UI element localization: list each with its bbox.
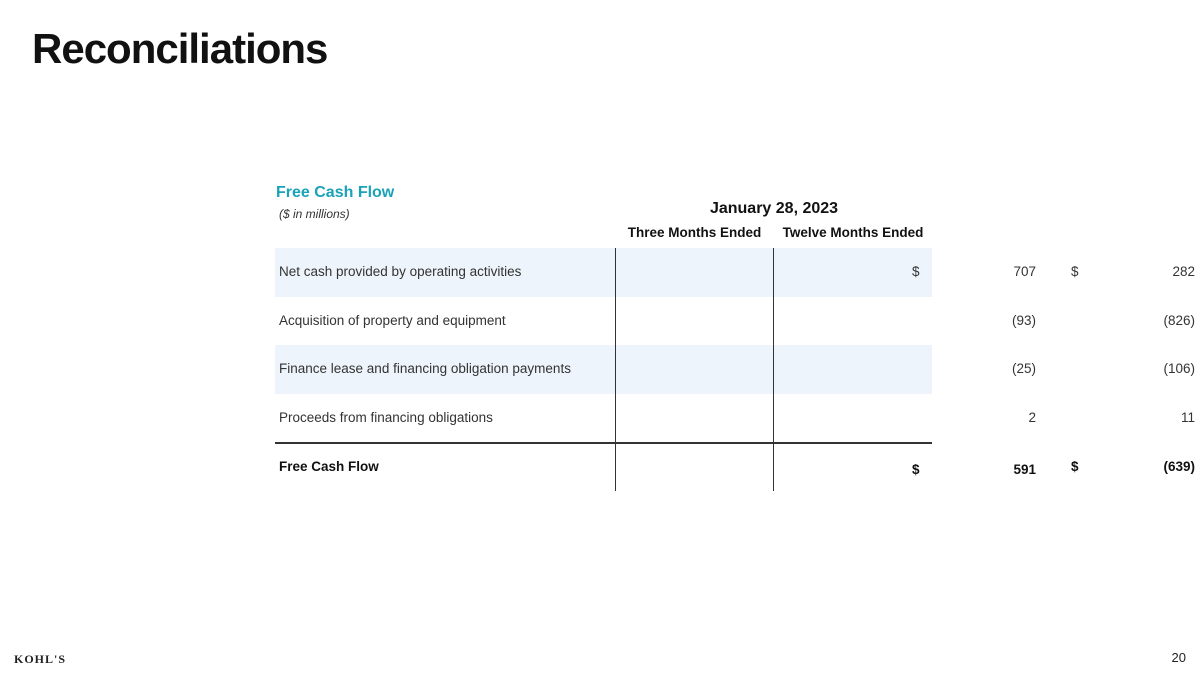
period-header: January 28, 2023 bbox=[709, 200, 839, 217]
three-months-value: 2 bbox=[1028, 409, 1036, 425]
twelve-months-value: 282 bbox=[1172, 264, 1195, 279]
total-label: Free Cash Flow bbox=[279, 459, 379, 474]
three-months-total: 591 bbox=[1013, 462, 1036, 477]
three-months-value: 707 bbox=[1013, 264, 1036, 279]
page-number: 20 bbox=[1171, 650, 1186, 665]
units-note: ($ in millions) bbox=[279, 207, 350, 221]
row-label: Proceeds from financing obligations bbox=[279, 409, 493, 425]
twelve-months-total: (639) bbox=[1163, 459, 1195, 474]
three-months-value: (25) bbox=[1011, 361, 1036, 376]
row-label: Finance lease and financing obligation payments bbox=[279, 361, 571, 376]
table-row bbox=[275, 297, 1195, 346]
currency-symbol: $ bbox=[912, 264, 920, 279]
column-header-twelve-months: Twelve Months Ended bbox=[782, 225, 924, 240]
row-label: Net cash provided by operating activities bbox=[279, 264, 522, 279]
currency-symbol: $ bbox=[1071, 264, 1079, 279]
currency-symbol: $ bbox=[912, 462, 920, 477]
twelve-months-value: (106) bbox=[1163, 361, 1195, 376]
table-row bbox=[275, 248, 1195, 297]
column-divider bbox=[615, 248, 616, 491]
company-logo: KOHL'S bbox=[14, 652, 67, 666]
table-row bbox=[275, 345, 1195, 394]
row-label: Acquisition of property and equipment bbox=[279, 312, 506, 328]
twelve-months-value: 11 bbox=[1180, 409, 1195, 425]
column-header-three-months: Three Months Ended bbox=[627, 225, 762, 240]
section-title: Free Cash Flow bbox=[276, 184, 395, 201]
currency-symbol: $ bbox=[1071, 459, 1079, 474]
table-row bbox=[275, 394, 1195, 443]
twelve-months-value: (826) bbox=[1163, 312, 1195, 328]
column-divider bbox=[773, 248, 774, 491]
slide-title: Reconciliations bbox=[32, 25, 328, 72]
three-months-value: (93) bbox=[1011, 312, 1036, 328]
free-cash-flow-table bbox=[275, 248, 1195, 492]
total-row bbox=[275, 442, 1195, 492]
